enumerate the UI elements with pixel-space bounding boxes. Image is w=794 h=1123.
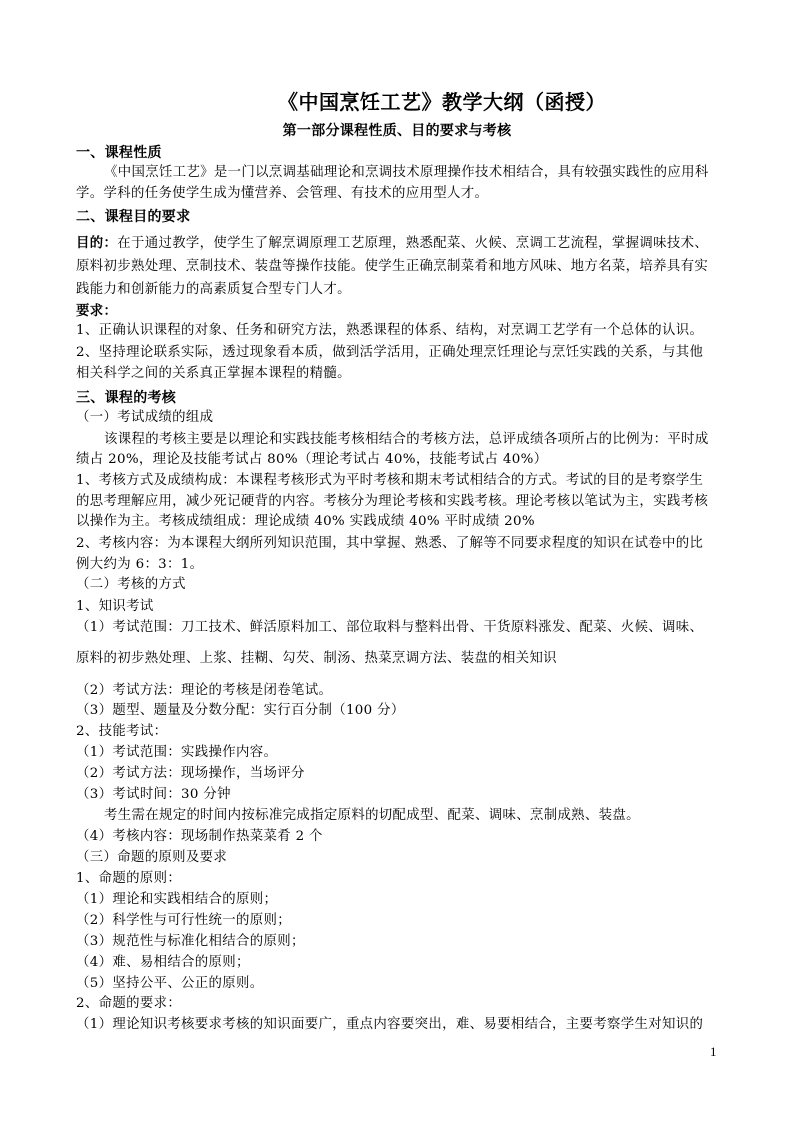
section-heading-assessment: 三、课程的考核 — [76, 390, 177, 406]
subsection-heading-text: （一）考试成绩的组成 — [76, 410, 214, 425]
paragraph-line: 1、知识考试 — [76, 599, 154, 614]
paragraph-line: （2）考试方法：理论的考核是闭卷笔试。 — [76, 683, 333, 698]
document-title: 《中国烹饪工艺》教学大纲（函授） — [278, 90, 606, 114]
paragraph-line: 2、坚持理论联系实际，透过现象看本质，做到活学活用，正确处理烹饪理论与烹饪实践的关系，与其他 — [76, 345, 704, 360]
paragraph-line: 1、正确认识课程的对象、任务和研究方法，熟悉课程的体系、结构，对烹调工艺学有一个总体的认识。 — [76, 323, 704, 338]
list-item: （1）理论和实践相结合的原则； — [76, 892, 278, 907]
paragraph-line: 学。学科的任务使学生成为懂营养、会管理、有技术的应用型人才。 — [76, 186, 489, 201]
list-item: （3）规范性与标准化相结合的原则； — [76, 934, 305, 949]
paragraph-line: 1、考核方式及成绩构成：本课程考核形式为平时考核和期末考试相结合的方式。考试的目的是考察学生 — [76, 473, 704, 488]
list-item: （4）难、易相结合的原则； — [76, 955, 250, 970]
paragraph-line: （1）考试范围：实践操作内容。 — [76, 745, 278, 760]
paragraph-line: 2、考核内容：为本课程大纲所列知识范围，其中掌握、熟悉、了解等不同要求程度的知识在试卷中的比 — [76, 536, 704, 551]
paragraph-line: （3）题型、题量及分数分配：实行百分制（100 分） — [76, 703, 405, 718]
requirements-label: 要求： — [76, 303, 118, 319]
paragraph-line: （1）考试范围：刀工技术、鲜活原料加工、部位取料与整料出骨、干货原料涨发、配菜、火候、调味、 — [76, 620, 704, 635]
paragraph-line: （4）考核内容：现场制作热菜菜肴 2 个 — [76, 829, 323, 844]
goal-label: 目的： — [76, 235, 118, 251]
paragraph-line: 践能力和创新能力的高素质复合型专门人才。 — [76, 282, 351, 297]
paragraph-line: 《中国烹饪工艺》是一门以烹调基础理论和烹调技术原理操作技术相结合，具有较强实践性的应用科 — [104, 165, 709, 180]
paragraph-line: 相关科学之间的关系真正掌握本课程的精髓。 — [76, 366, 351, 381]
paragraph-line: 原料的初步熟处理、上浆、挂糊、勾芡、制汤、热菜烹调方法、装盘的相关知识 — [76, 651, 557, 666]
paragraph-line: 的思考理解应用，减少死记硬背的内容。考核分为理论考核和实践考核。理论考核以笔试为主，实践考核 — [76, 494, 709, 509]
subsection-heading: （二）考核的方式 — [76, 577, 186, 592]
paragraph-line: 该课程的考核主要是以理论和实践技能考核相结合的考核方法，总评成绩各项所占的比例为：平时成 — [104, 432, 709, 447]
page-number: 1 — [710, 1044, 717, 1059]
paragraph-line: （3）考试时间：30 分钟 — [76, 787, 231, 802]
subsection-heading: （三）命题的原则及要求 — [76, 850, 228, 865]
paragraph-line: 2、命题的要求： — [76, 996, 182, 1011]
list-item: （5）坚持公平、公正的原则。 — [76, 976, 264, 991]
section-heading-course-goals: 二、课程目的要求 — [76, 209, 191, 225]
list-item: （2）科学性与可行性统一的原则； — [76, 913, 291, 928]
subsection-heading — [76, 408, 213, 428]
paragraph-line: 原料初步熟处理、烹制技术、装盘等操作技能。使学生正确烹制菜肴和地方风味、地方名菜，培养具有实 — [76, 259, 709, 274]
paragraph-line: 例大约为 6：3：1。 — [76, 557, 204, 572]
paragraph-line: 1、命题的原则： — [76, 871, 182, 886]
paragraph-line: （2）考试方法：现场操作，当场评分 — [76, 766, 305, 781]
paragraph-line: 2、技能考试： — [76, 724, 168, 739]
paragraph-line — [76, 233, 708, 254]
section-heading-course-nature: 一、课程性质 — [76, 145, 162, 161]
part-heading: 第一部分课程性质、目的要求与考核 — [282, 123, 512, 139]
goal-text: 在于通过教学，使学生了解烹调原理工艺原理，熟悉配菜、火候、烹调工艺流程，掌握调味技术、 — [117, 236, 709, 251]
paragraph-line: 以操作为主。考核成绩组成：理论成绩 40% 实践成绩 40% 平时成绩 20% — [76, 514, 535, 529]
paragraph-line: 考生需在规定的时间内按标准完成指定原料的切配成型、配菜、调味、烹制成熟、装盘。 — [104, 808, 640, 823]
paragraph-line: （1）理论知识考核要求考核的知识面要广，重点内容要突出，难、易要相结合，主要考察学生对知识的 — [76, 1017, 704, 1032]
paragraph-line: 绩占 20%，理论及技能考试占 80%（理论考试占 40%，技能考试占 40%） — [76, 452, 548, 467]
